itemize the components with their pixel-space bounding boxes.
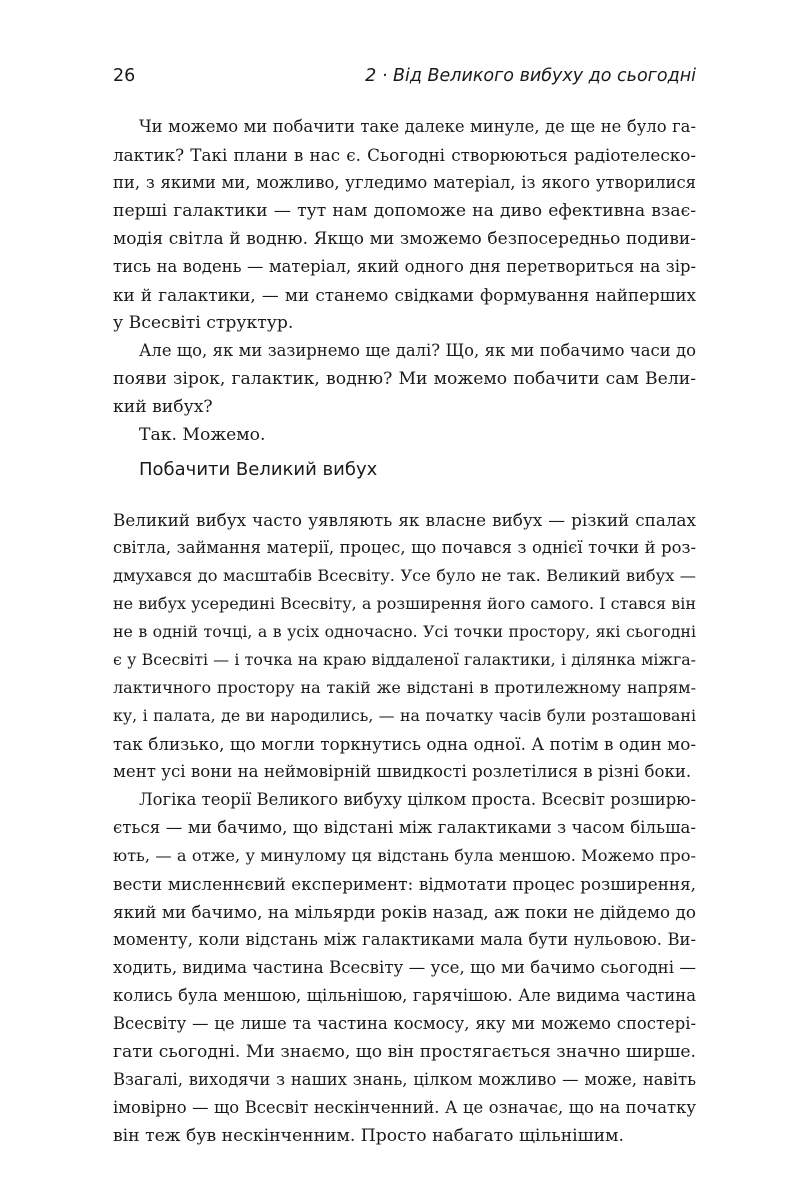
running-head: 2 · Від Великого вибуху до сьогодні [365, 66, 696, 86]
text-line: ки й галактики, — ми станемо свідками формування найперших [113, 285, 696, 305]
text-line: появи зірок, галактик, водню? Ми можемо побачити сам Вели- [113, 369, 696, 389]
text-line: Але що, як ми зазирнемо ще далі? Що, як ми побачимо часи до [139, 341, 696, 360]
text-line: гати сьогодні. Ми знаємо, що він простягається значно ширше. [113, 1042, 696, 1062]
text-line: є у Всесвіті — і точка на краю віддаленої галактики, і ділянка міжга- [113, 650, 696, 669]
text-line: не вибух усередині Всесвіту, а розширення його самого. І стався він [113, 594, 696, 613]
text-line: вести мисленнєвий експеримент: відмотати процес розширення, [113, 874, 696, 894]
text-line: який ми бачимо, на мільярди років назад, аж поки не дійдемо до [113, 902, 696, 922]
text-line: мент усі вони на неймовірній швидкості розлетілися в різні боки. [113, 762, 692, 781]
text-line: лактичного простору на такій же відстані в протилежному напрям- [113, 678, 696, 697]
text-line: ється — ми бачимо, що відстані між галактиками з часом більша- [113, 818, 696, 837]
text-line: Логіка теорії Великого вибуху цілком проста. Всесвіт розширю- [139, 790, 696, 809]
text-line: він теж був нескінченним. Просто набагато щільнішим. [113, 1126, 624, 1146]
text-line: Чи можемо ми побачити таке далеке минуле, де ще не було га- [139, 117, 696, 136]
text-line: так близько, що могли торкнутись одна одної. А потім в один мо- [113, 734, 696, 754]
text-line: колись була меншою, щільнішою, гарячішою. Але видима частина [113, 986, 696, 1005]
text-line: модія світла й водню. Якщо ми зможемо безпосередньо подиви- [113, 229, 696, 249]
text-line: Всесвіту — це лише та частина космосу, яку ми можемо спостері- [113, 1014, 696, 1033]
text-line: кий вибух? [113, 397, 213, 417]
text-line: тись на водень — матеріал, який одного дня перетвориться на зір- [113, 257, 696, 276]
text-line: не в одній точці, а в усіх одночасно. Усі точки простору, які сьогодні [113, 622, 696, 641]
text-line: у Всесвіті структур. [113, 313, 294, 333]
text-line: перші галактики — тут нам допоможе на диво ефективна взає- [113, 201, 696, 221]
text-line: моменту, коли відстань між галактиками мала бути нульовою. Ви- [113, 930, 696, 949]
page-header [113, 63, 696, 89]
text-line: імовірно — що Всесвіт нескінченний. А це означає, що на початку [113, 1098, 696, 1117]
page-number: 26 [113, 66, 136, 86]
text-line: ку, і палата, де ви народились, — на початку часів були розташовані [113, 706, 696, 725]
text-line: Великий вибух часто уявляють як власне вибух — різкий спалах [113, 510, 696, 530]
section-heading: Побачити Великий вибух [139, 459, 378, 480]
text-line: ходить, видима частина Всесвіту — усе, що ми бачимо сьогодні — [113, 958, 696, 977]
text-line: світла, займання матерії, процес, що почався з однієї точки й роз- [113, 538, 696, 557]
text-line: ють, — а отже, у минулому ця відстань була меншою. Можемо про- [113, 846, 696, 865]
text-line: пи, з якими ми, можливо, угледимо матеріал, із якого утворилися [113, 173, 696, 192]
text-line: лактик? Такі плани в нас є. Сьогодні створюються радіотелеско- [113, 145, 696, 165]
text-line: дмухався до масштабів Всесвіту. Усе було не так. Великий вибух — [113, 566, 696, 585]
text-line: Так. Можемо. [139, 425, 266, 445]
text-line: Взагалі, виходячи з наших знань, цілком можливо — може, навіть [113, 1070, 696, 1089]
